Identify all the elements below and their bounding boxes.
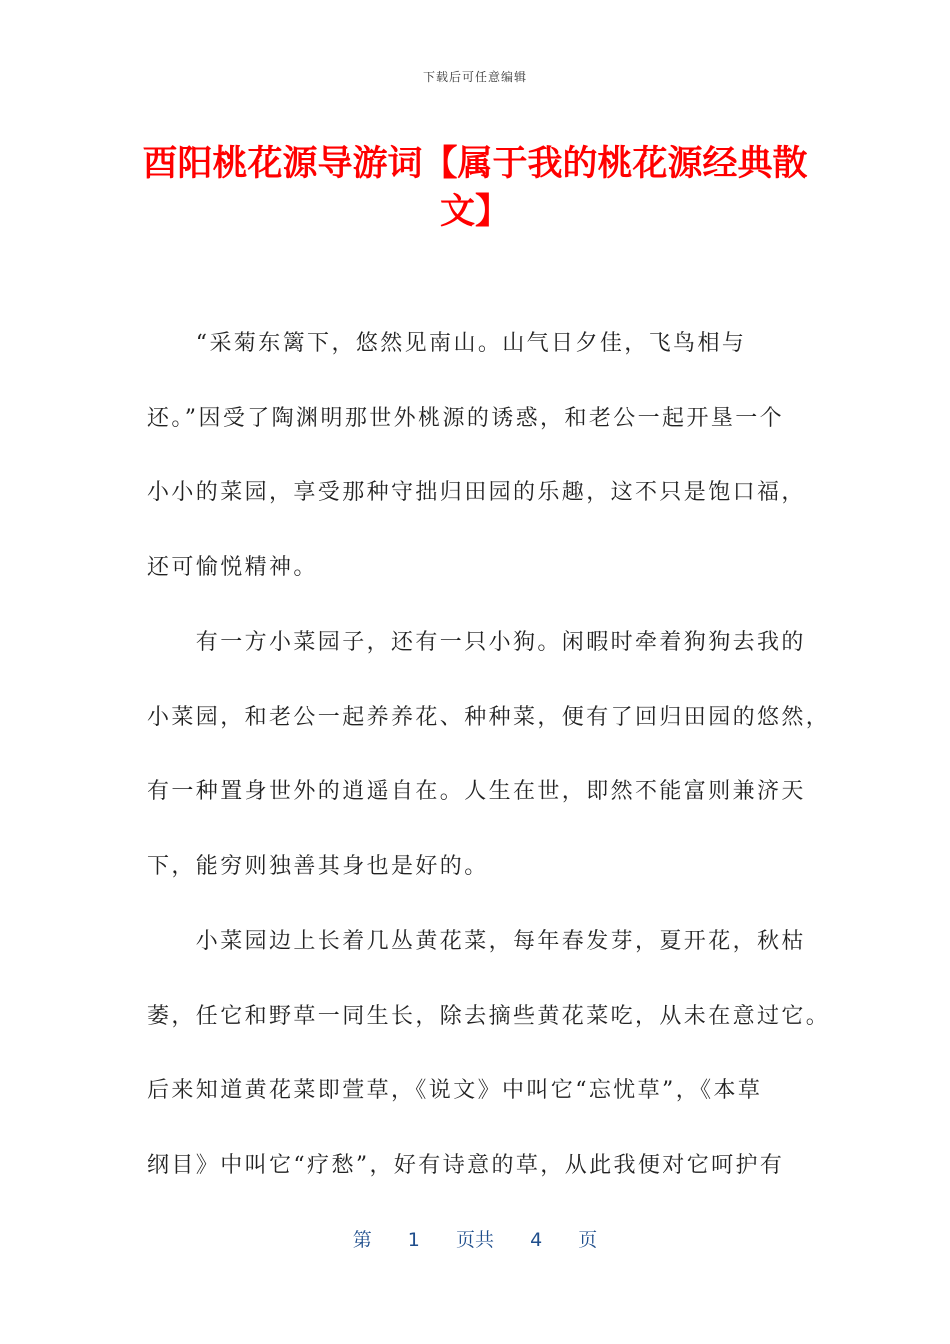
footer-prefix: 第 xyxy=(352,1229,372,1251)
footer-total-pages: 4 xyxy=(530,1229,543,1251)
document-title: 酉阳桃花源导游词【属于我的桃花源经典散文】 xyxy=(142,144,808,232)
body-line-12: 纲目》中叫它“疗愁”，好有诗意的草，从此我便对它呵护有 xyxy=(147,1153,785,1178)
body-line-5: 有一方小菜园子，还有一只小狗。闲暇时牵着狗狗去我的 xyxy=(147,630,806,655)
footer-page-number: 1 xyxy=(407,1229,420,1251)
body-line-1: “采菊东篱下，悠然见南山。山气日夕佳，飞鸟相与 xyxy=(147,331,747,356)
body-line-8: 下，能穷则独善其身也是好的。 xyxy=(147,854,489,879)
body-line-3: 小小的菜园，享受那种守拙归田园的乐趣，这不只是饱口福， xyxy=(147,480,806,505)
body-line-9: 小菜园边上长着几丛黄花菜，每年春发芽，夏开花，秋枯 xyxy=(147,929,806,954)
body-line-4: 还可愉悦精神。 xyxy=(147,555,318,580)
header-note: 下载后可任意编辑 xyxy=(422,70,527,84)
footer-middle: 页共 xyxy=(455,1229,494,1251)
body-line-11: 后来知道黄花菜即萱草，《说文》中叫它“忘忧草”，《本草 xyxy=(147,1078,763,1103)
body-line-6: 小菜园，和老公一起养养花、种种菜，便有了回归田园的悠然， xyxy=(147,705,831,730)
body-line-10: 萎，任它和野草一同生长，除去摘些黄花菜吃，从未在意过它。 xyxy=(147,1004,831,1029)
footer-suffix: 页 xyxy=(578,1229,598,1251)
body-line-7: 有一种置身世外的逍遥自在。人生在世，即然不能富则兼济天 xyxy=(147,779,806,804)
page-footer xyxy=(0,1225,950,1252)
body-line-2: 还。”因受了陶渊明那世外桃源的诱惑，和老公一起开垦一个 xyxy=(147,406,785,431)
